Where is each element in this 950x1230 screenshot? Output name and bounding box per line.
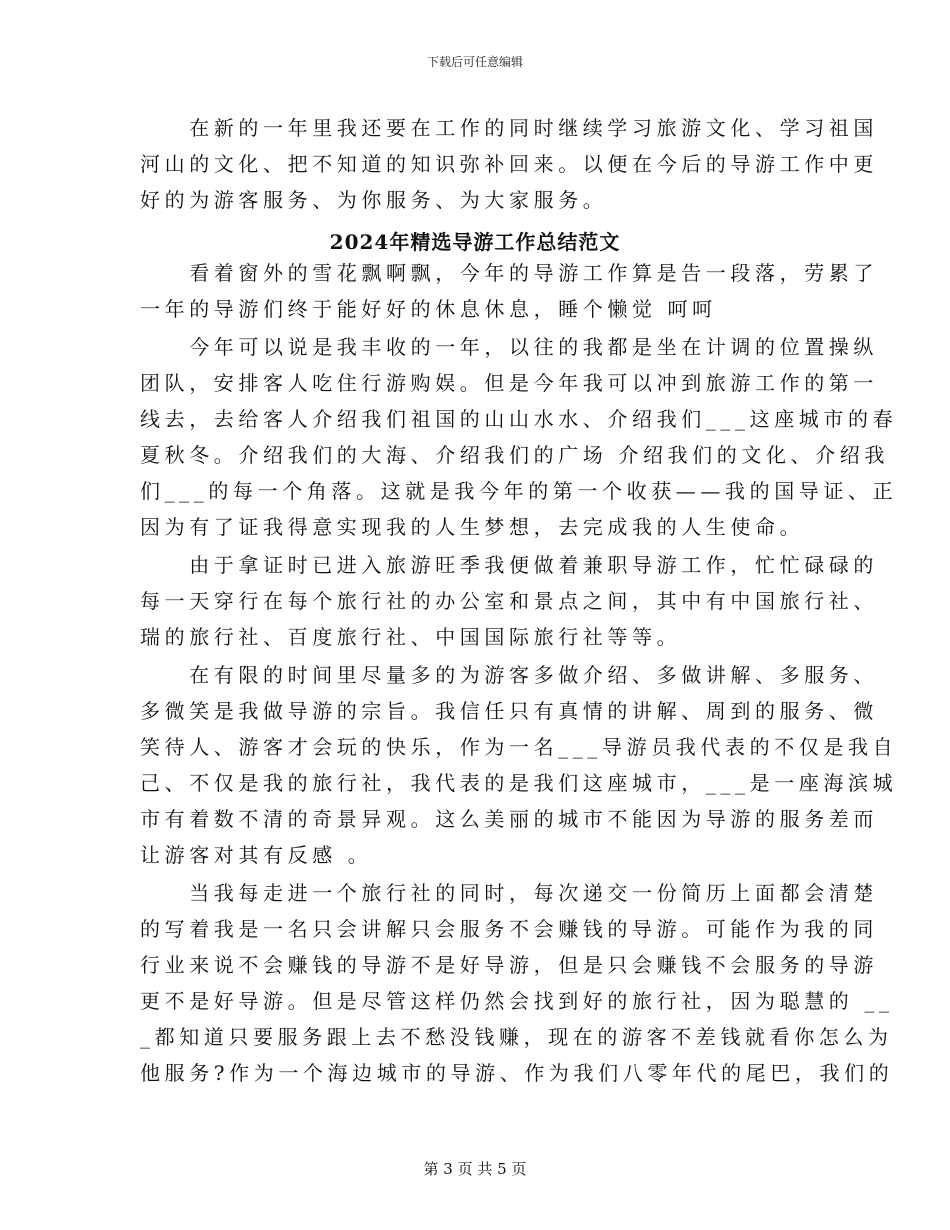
- body-line: 好的为游客服务、为你服务、为大家服务。: [140, 188, 608, 212]
- body-line: 市有着数不清的奇景异观。这么美丽的城市不能因为导游的服务差而: [140, 807, 878, 831]
- section-title: 2024年精选导游工作总结范文: [329, 230, 621, 254]
- page-header: 下载后可任意编辑: [426, 55, 523, 69]
- body-line: 多微笑是我做导游的宗旨。我信任只有真情的讲解、周到的服务、微: [140, 699, 878, 723]
- body-line: 夏秋冬。介绍我们的大海、介绍我们的广场 介绍我们的文化、介绍我: [140, 443, 889, 467]
- body-line: 让游客对其有反感 。: [140, 843, 373, 867]
- body-line: 在有限的时间里尽量多的为游客多做介绍、多做讲解、多服务、: [140, 663, 878, 687]
- body-line: 己、不仅是我的旅行社，我代表的是我们这座城市，___是一座海滨城: [140, 771, 898, 795]
- body-line: 因为有了证我得意实现我的人生梦想，去完成我的人生使命。: [140, 515, 805, 539]
- body-line: 团队，安排客人吃住行游购娱。但是今年我可以冲到旅游工作的第一: [140, 371, 878, 395]
- page-footer: 第 3 页 共 5 页: [423, 1160, 527, 1178]
- body-line: 他服务?作为一个海边城市的导游、作为我们八零年代的尾巴，我们的: [140, 1061, 894, 1085]
- body-line: 由于拿证时已进入旅游旺季我便做着兼职导游工作，忙忙碌碌的: [140, 553, 878, 577]
- body-line: 当我每走进一个旅行社的同时，每次递交一份简历上面都会清楚: [140, 881, 878, 905]
- body-line: 线去，去给客人介绍我们祖国的山山水水、介绍我们___这座城市的春: [140, 407, 898, 431]
- body-line: 的写着我是一名只会讲解只会服务不会赚钱的导游。可能作为我的同: [140, 917, 878, 941]
- body-line: 们___的每一个角落。这就是我今年的第一个收获——我的国导证、正: [140, 479, 898, 503]
- body-line: 行业来说不会赚钱的导游不是好导游，但是只会赚钱不会服务的导游: [140, 953, 878, 977]
- body-line: 今年可以说是我丰收的一年，以往的我都是坐在计调的位置操纵: [140, 335, 878, 359]
- body-line: 在新的一年里我还要在工作的同时继续学习旅游文化、学习祖国: [140, 116, 878, 140]
- body-line: 一年的导游们终于能好好的休息休息，睡个懒觉 呵呵: [140, 297, 717, 321]
- body-line: 看着窗外的雪花飘啊飘，今年的导游工作算是告一段落，劳累了: [140, 261, 878, 285]
- body-line: _都知道只要服务跟上去不愁没钱赚，现在的游客不差钱就看你怎么为: [140, 1025, 893, 1049]
- body-line: 河山的文化、把不知道的知识弥补回来。以便在今后的导游工作中更: [140, 152, 878, 176]
- body-line: 每一天穿行在每个旅行社的办公室和景点之间，其中有中国旅行社、: [140, 589, 878, 613]
- body-line: 笑待人、游客才会玩的快乐，作为一名___导游员我代表的不仅是我自: [140, 735, 898, 759]
- body-line: 瑞的旅行社、百度旅行社、中国国际旅行社等等。: [140, 625, 682, 649]
- body-line: 更不是好导游。但是尽管这样仍然会找到好的旅行社，因为聪慧的 __: [140, 989, 894, 1013]
